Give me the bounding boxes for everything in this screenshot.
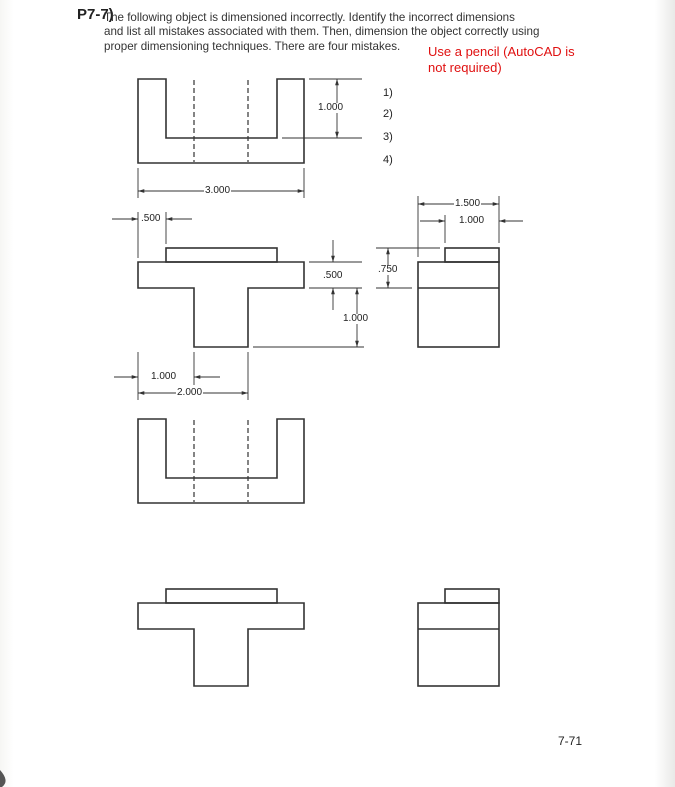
top-view-dimensioned [138,79,304,163]
pencil-note-line-2: not required) [428,60,502,75]
problem-text-line-1: The following object is dimensioned incorrectly. Identify the incorrect dimensions [104,11,515,24]
dim-front-bottom-1000: 1.000 [151,371,177,382]
dim-side-1000: 1.000 [459,215,485,226]
front-view-dimensioned [138,248,304,347]
problem-text-line-3: proper dimensioning techniques. There are four mistakes. [104,40,401,53]
page-number: 7-71 [558,734,583,748]
dim-front-right-1000: 1.000 [343,313,369,324]
front-view-blank [138,589,304,686]
dim-top-height: 1.000 [318,102,344,113]
pencil-note-line-1: Use a pencil (AutoCAD is [428,44,575,59]
mistake-1: 1) [383,87,393,99]
mistake-3: 3) [383,131,393,143]
dim-front-right-500: .500 [323,270,343,281]
dim-side-1500: 1.500 [455,198,481,209]
dim-side-750: .750 [378,264,398,275]
top-view-blank [138,419,304,503]
side-view-blank [418,589,499,686]
mistake-4: 4) [383,154,393,166]
dim-front-left: .500 [141,213,161,224]
side-view-dimensioned [418,248,499,347]
dim-front-bottom-2000: 2.000 [177,387,203,398]
mistake-2: 2) [383,108,393,120]
problem-number: P7-7) [77,6,114,23]
problem-text-line-2: and list all mistakes associated with them. Then, dimension the object correctly using [104,25,540,38]
dim-top-width: 3.000 [205,185,231,196]
